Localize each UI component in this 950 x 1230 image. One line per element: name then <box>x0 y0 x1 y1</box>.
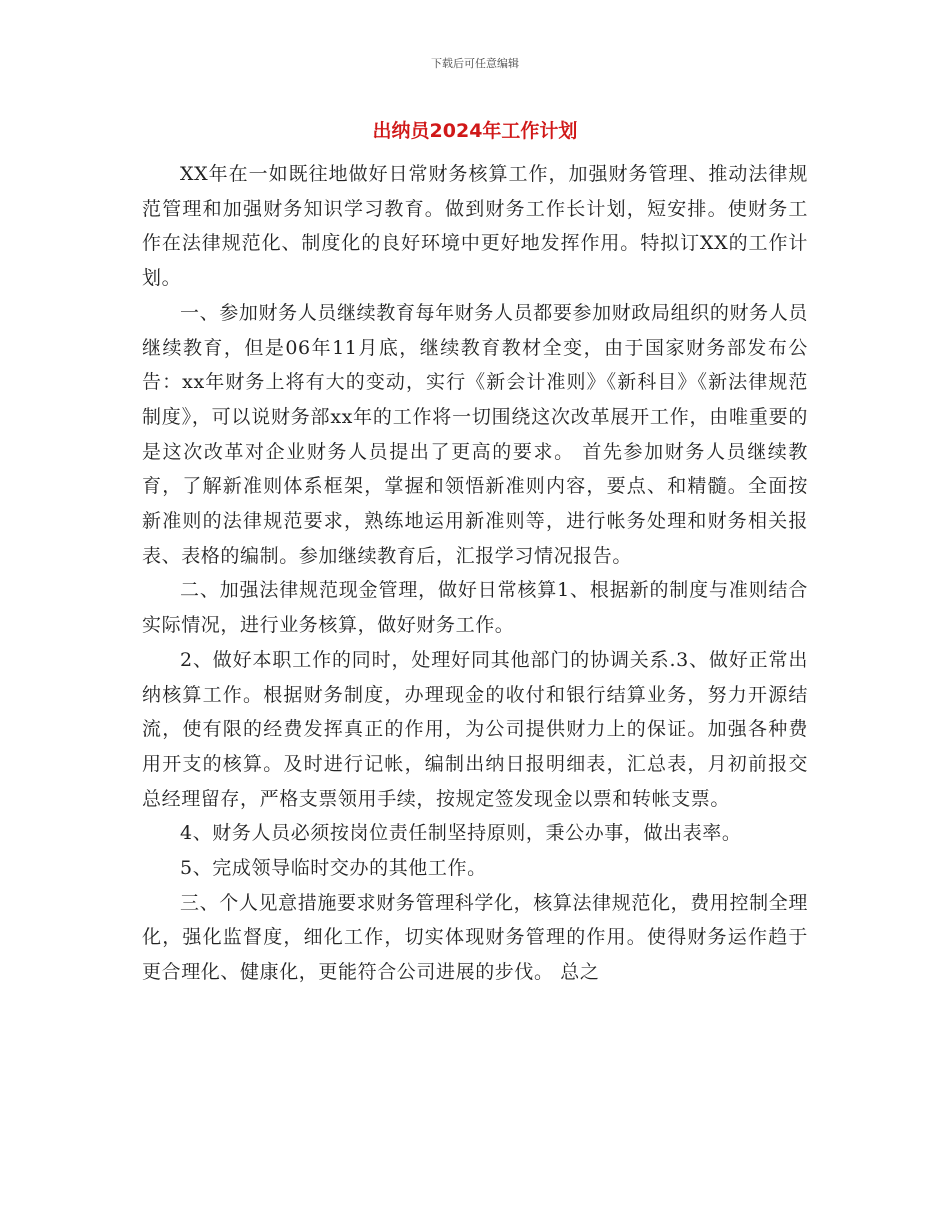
paragraph-section-3: 三、个人见意措施要求财务管理科学化，核算法律规范化，费用控制全理化，强化监督度，细化工作，切实体现财务管理的作用。使得财务运作趋于更合理化、健康化，更能符合公司进展的步伐。 总之 <box>142 891 808 984</box>
paragraph-item-4: 4、财务人员必须按岗位责任制坚持原则，秉公办事，做出表率。 <box>180 822 742 845</box>
paragraph-item-5: 5、完成领导临时交办的其他工作。 <box>180 857 487 880</box>
paragraph-section-2: 二、加强法律规范现金管理，做好日常核算1、根据新的制度与准则结合实际情况，进行业务核算，做好财务工作。 <box>142 579 808 637</box>
header-note: 下载后可任意编辑 <box>431 57 519 70</box>
document-title: 出纳员2024年工作计划 <box>372 120 578 142</box>
paragraph-section-1: 一、参加财务人员继续教育每年财务人员都要参加财政局组织的财务人员继续教育，但是06年11月底，继续教育教材全变，由于国家财务部发布公告：xx年财务上将有大的变动，实行《新会计准则》《新科目》《新法律规范制度》，可以说财务部xx年的工作将一切围绕这次改革展开工作，由唯重要的是这次改革对企业财务人员提出了更高的要求。 首先参加财务人员继续教育，了解新准则体系框架，掌握和领悟新准则内容，要点、和精髓。全面按新准则的法律规范要求，熟练地运用新准则等，进行帐务处理和财务相关报表、表格的编制。参加继续教育后，汇报学习情况报告。 <box>142 301 808 567</box>
paragraph-item-2-3: 2、做好本职工作的同时，处理好同其他部门的协调关系.3、做好正常出纳核算工作。根据财务制度，办理现金的收付和银行结算业务，努力开源结流，使有限的经费发挥真正的作用，为公司提供财力上的保证。加强各种费用开支的核算。及时进行记帐，编制出纳日报明细表，汇总表，月初前报交总经理留存，严格支票领用手续，按规定签发现金以票和转帐支票。 <box>142 648 808 810</box>
document-body <box>142 157 808 990</box>
paragraph-intro: XX年在一如既往地做好日常财务核算工作，加强财务管理、推动法律规范管理和加强财务知识学习教育。做到财务工作长计划，短安排。使财务工作在法律规范化、制度化的良好环境中更好地发挥作用。特拟订XX的工作计划。 <box>142 163 808 290</box>
